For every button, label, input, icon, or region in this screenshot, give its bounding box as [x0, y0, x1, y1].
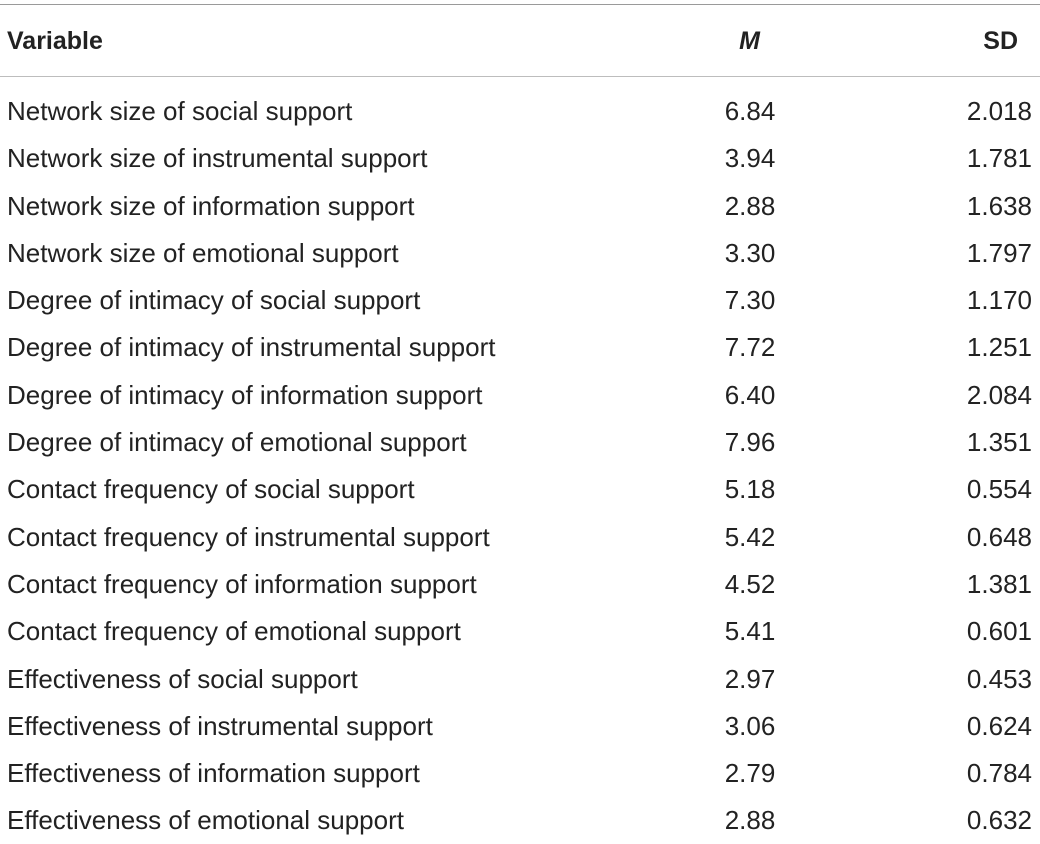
table-header-rule — [0, 76, 1040, 77]
row-mean: 7.30 — [724, 285, 776, 316]
row-sd: 0.632 — [966, 805, 1032, 836]
row-variable: Network size of information support — [7, 190, 415, 221]
row-sd: 1.351 — [966, 427, 1032, 458]
row-sd: 1.797 — [966, 237, 1032, 268]
row-mean: 2.79 — [724, 758, 776, 789]
header-mean: M — [739, 27, 760, 55]
row-mean: 5.18 — [724, 474, 776, 505]
row-mean: 2.97 — [724, 663, 776, 694]
row-variable: Contact frequency of information support — [7, 568, 477, 599]
row-variable: Effectiveness of social support — [7, 663, 358, 694]
row-mean: 5.42 — [724, 521, 776, 552]
row-mean: 5.41 — [724, 616, 776, 647]
table-row — [0, 655, 1040, 702]
row-variable: Degree of intimacy of emotional support — [7, 427, 467, 458]
table-row — [0, 702, 1040, 749]
row-mean: 4.52 — [724, 568, 776, 599]
row-sd: 1.638 — [966, 190, 1032, 221]
row-mean: 2.88 — [724, 805, 776, 836]
table-body — [0, 87, 1040, 844]
row-variable: Network size of emotional support — [7, 237, 399, 268]
row-sd: 0.624 — [966, 710, 1032, 741]
row-sd: 0.453 — [966, 663, 1032, 694]
table-row — [0, 323, 1040, 370]
row-mean: 6.40 — [724, 379, 776, 410]
row-sd: 1.251 — [966, 332, 1032, 363]
row-variable: Effectiveness of instrumental support — [7, 710, 433, 741]
row-sd: 1.170 — [966, 285, 1032, 316]
row-variable: Contact frequency of emotional support — [7, 616, 461, 647]
row-sd: 0.784 — [966, 758, 1032, 789]
row-variable: Effectiveness of emotional support — [7, 805, 404, 836]
row-sd: 1.381 — [966, 568, 1032, 599]
row-mean: 3.94 — [724, 143, 776, 174]
table-row — [0, 229, 1040, 276]
row-mean: 7.72 — [724, 332, 776, 363]
table-row — [0, 134, 1040, 181]
table-header-row — [0, 0, 1040, 80]
row-sd: 0.601 — [966, 616, 1032, 647]
table-row — [0, 418, 1040, 465]
table-row — [0, 796, 1040, 843]
row-variable: Degree of intimacy of social support — [7, 285, 421, 316]
table-row — [0, 371, 1040, 418]
row-mean: 6.84 — [724, 96, 776, 126]
row-mean: 2.88 — [724, 190, 776, 221]
row-variable: Network size of social support — [7, 96, 353, 126]
table-row — [0, 513, 1040, 560]
table-row — [0, 607, 1040, 654]
row-sd: 0.554 — [966, 474, 1032, 505]
row-mean: 7.96 — [724, 427, 776, 458]
table-row — [0, 87, 1040, 134]
row-sd: 2.084 — [966, 379, 1032, 410]
table-row — [0, 560, 1040, 607]
table-row — [0, 276, 1040, 323]
row-variable: Contact frequency of instrumental support — [7, 521, 490, 552]
table-row — [0, 465, 1040, 512]
row-mean: 3.06 — [724, 710, 776, 741]
table-row — [0, 182, 1040, 229]
row-variable: Degree of intimacy of information support — [7, 379, 483, 410]
row-variable: Effectiveness of information support — [7, 758, 420, 789]
row-variable: Degree of intimacy of instrumental support — [7, 332, 496, 363]
row-variable: Network size of instrumental support — [7, 143, 428, 174]
row-variable: Contact frequency of social support — [7, 474, 415, 505]
row-sd: 0.648 — [966, 521, 1032, 552]
header-variable: Variable — [7, 27, 103, 55]
row-mean: 3.30 — [724, 237, 776, 268]
row-sd: 2.018 — [966, 96, 1032, 126]
header-sd: SD — [983, 27, 1018, 55]
row-sd: 1.781 — [966, 143, 1032, 174]
table-row — [0, 749, 1040, 796]
